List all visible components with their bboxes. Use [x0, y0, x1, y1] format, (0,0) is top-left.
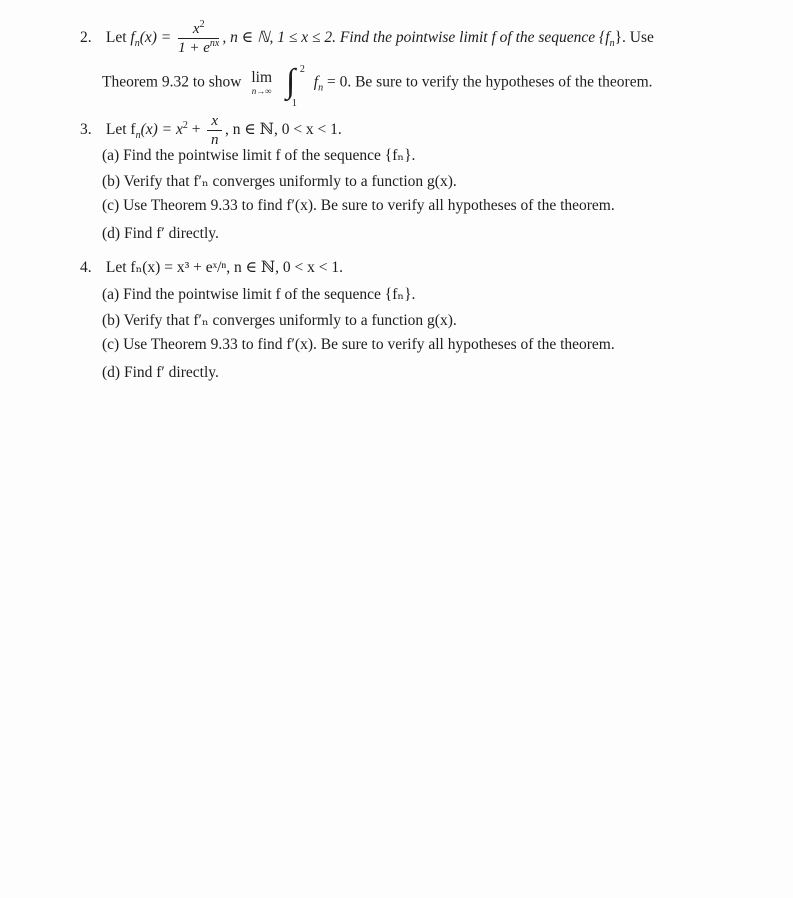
- problem-number: 3.: [80, 121, 92, 139]
- problem-text: Let: [105, 29, 127, 47]
- math-func: f: [130, 29, 135, 47]
- problem-tail: }. Use: [614, 29, 654, 47]
- problem-4-part-c: (c) Use Theorem 9.33 to find f′(x). Be sure to verify all hypotheses of the theorem.: [102, 336, 615, 353]
- integral-sign: ∫ 2 1: [284, 62, 308, 104]
- limit-operator: [251, 70, 272, 96]
- problem-domain: , n ∈ ℕ, 1 ≤ x ≤ 2. Find the pointwise limit f of the sequence {f: [222, 29, 610, 47]
- integrand: f: [313, 73, 319, 91]
- math-sub: n: [134, 38, 140, 50]
- exponent: 2: [182, 119, 188, 131]
- problem-text: Theorem 9.32 to show: [102, 73, 242, 91]
- fraction-denominator: 1 + e: [178, 40, 210, 56]
- problem-4-part-d: (d) Find f′ directly.: [102, 364, 219, 381]
- integral-lower-bound: 1: [291, 98, 297, 109]
- problem-math: (x) = x: [140, 121, 183, 139]
- problem-3-statement: 3. Let $f_n(x) = x^2$ + $\frac{x}{n}$ , n ∈ ℕ, 0 < x < 1.: [80, 113, 342, 148]
- problem-3-part-a: (a) Find the pointwise limit f of the sequence {fₙ}.: [102, 147, 416, 164]
- integral-upper-bound: 2: [299, 64, 305, 75]
- denominator-exponent: nx: [209, 38, 220, 49]
- problem-3-part-c: (c) Use Theorem 9.33 to find f′(x). Be sure to verify all hypotheses of the theorem.: [102, 197, 615, 214]
- fraction-numerator: x: [192, 21, 200, 37]
- problem-2-line-2: [102, 62, 653, 109]
- problem-4-part-a: (a) Find the pointwise limit f of the sequence {fₙ}.: [102, 286, 416, 303]
- fraction-denominator: n: [210, 132, 219, 148]
- fraction-numerator: x: [207, 112, 222, 131]
- math-arg: (x) =: [139, 29, 172, 47]
- problem-3-part-b: (b) Verify that f′ₙ converges uniformly to a function g(x).: [102, 173, 457, 190]
- problem-4-part-b: (b) Verify that f′ₙ converges uniformly to a function g(x).: [102, 312, 457, 329]
- lim-subscript: n→∞: [251, 86, 272, 96]
- numerator-exponent: 2: [199, 19, 205, 30]
- problem-number: 4.: [80, 259, 92, 276]
- problem-tail: = 0. Be sure to verify the hypotheses of the theorem.: [326, 73, 653, 91]
- problem-4-statement: [80, 258, 343, 278]
- problem-text: Let f: [105, 121, 136, 139]
- fraction: [178, 20, 219, 57]
- integrand-sub: n: [318, 82, 324, 94]
- problem-domain: , n ∈ ℕ, 0 < x < 1.: [225, 121, 342, 139]
- problem-2-line-1: 2. Let $f_n(x)$ = $\frac{x^2}{1 + e^{nx}}$ , n ∈ ℕ, 1 ≤ x ≤ 2. Find the pointwise limit f of the sequence $\{f_n\}$. Use: [80, 19, 654, 56]
- problem-3-part-d: (d) Find f′ directly.: [102, 225, 219, 242]
- fraction: [207, 112, 222, 149]
- problem-number: 2.: [80, 29, 92, 47]
- problem-text: Let fₙ(x) = x³ + eˣ/ⁿ, n ∈ ℕ, 0 < x < 1.: [105, 259, 344, 276]
- lim-word: lim: [251, 69, 273, 86]
- plus-sign: +: [191, 121, 201, 139]
